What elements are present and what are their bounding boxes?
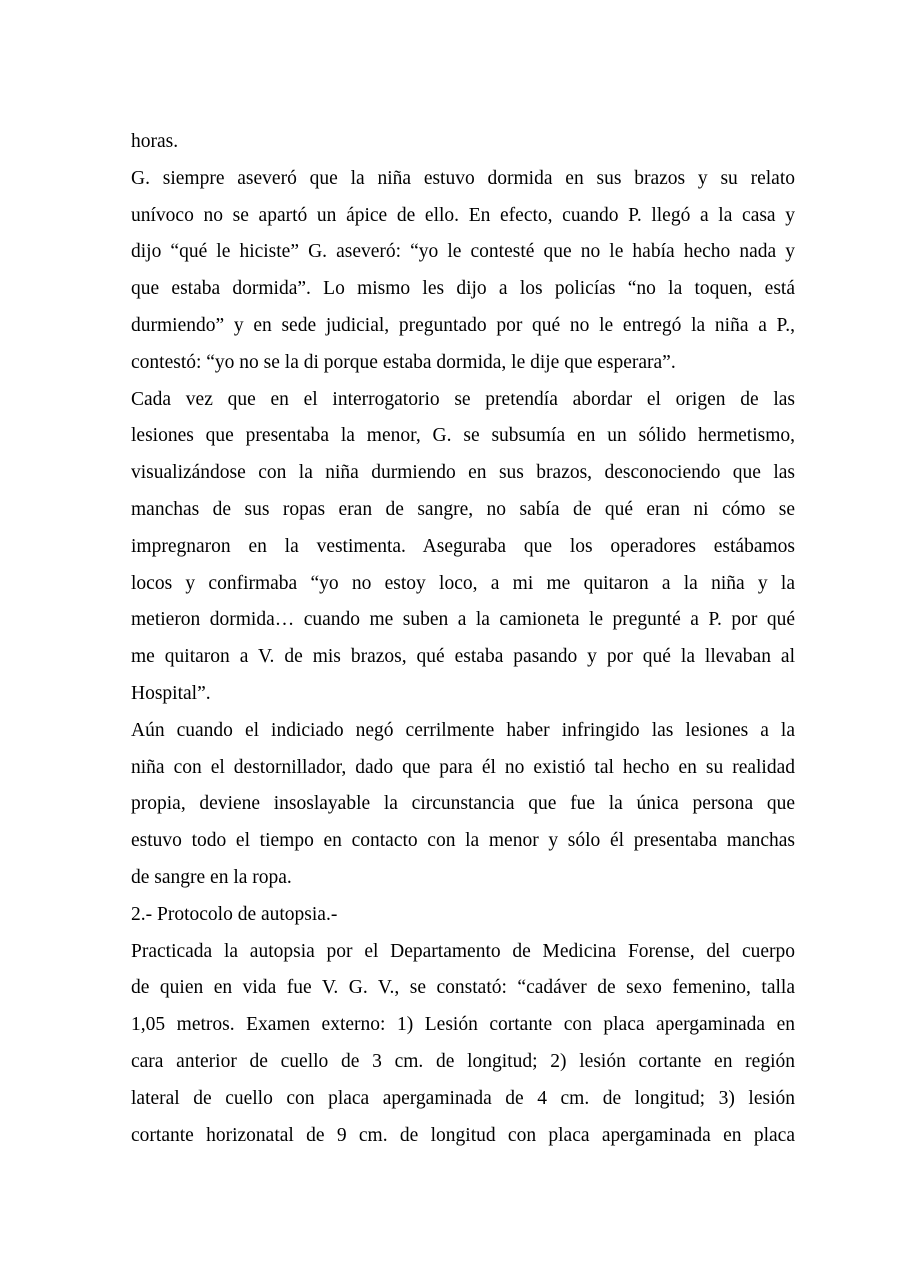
- text-line: unívoco no se apartó un ápice de ello. En efecto, cuando P. llegó a la casa y: [131, 204, 795, 226]
- text-line: durmiendo” y en sede judicial, preguntado por qué no le entregó la niña a P.,: [131, 314, 795, 336]
- text-line: 2.- Protocolo de autopsia.-: [131, 903, 338, 925]
- text-line: estuvo todo el tiempo en contacto con la menor y sólo él presentaba manchas: [131, 830, 795, 852]
- text-line: visualizándose con la niña durmiendo en sus brazos, desconociendo que las: [131, 462, 795, 484]
- document-body: [131, 124, 795, 1154]
- text-line: de quien en vida fue V. G. V., se constató: “cadáver de sexo femenino, talla: [131, 977, 795, 999]
- text-line: propia, deviene insoslayable la circunstancia que fue la única persona que: [131, 793, 795, 815]
- text-line: dijo “qué le hiciste” G. aseveró: “yo le contesté que no le había hecho nada y: [131, 241, 795, 263]
- text-line: Aún cuando el indiciado negó cerrilmente haber infringido las lesiones a la: [131, 719, 795, 741]
- text-line: niña con el destornillador, dado que para él no existió tal hecho en su realidad: [131, 756, 795, 778]
- text-line: Hospital”.: [131, 682, 211, 704]
- text-line: cara anterior de cuello de 3 cm. de longitud; 2) lesión cortante en región: [131, 1050, 795, 1072]
- paragraph: [131, 713, 795, 897]
- text-line: Cada vez que en el interrogatorio se pretendía abordar el origen de las: [131, 388, 795, 410]
- paragraph: [131, 161, 795, 382]
- text-line: manchas de sus ropas eran de sangre, no sabía de qué eran ni cómo se: [131, 498, 795, 520]
- text-line: horas.: [131, 131, 179, 152]
- text-line: me quitaron a V. de mis brazos, qué estaba pasando y por qué la llevaban al: [131, 646, 795, 668]
- text-line: cortante horizonatal de 9 cm. de longitud con placa apergaminada en placa: [131, 1124, 795, 1146]
- text-line: G. siempre aseveró que la niña estuvo dormida en sus brazos y su relato: [131, 167, 795, 189]
- text-line: de sangre en la ropa.: [131, 866, 292, 888]
- text-line: metieron dormida… cuando me suben a la camioneta le pregunté a P. por qué: [131, 609, 795, 631]
- paragraph: [131, 897, 795, 934]
- text-line: Practicada la autopsia por el Departamento de Medicina Forense, del cuerpo: [131, 940, 795, 962]
- text-line: locos y confirmaba “yo no estoy loco, a mi me quitaron a la niña y la: [131, 572, 795, 594]
- text-line: 1,05 metros. Examen externo: 1) Lesión cortante con placa apergaminada en: [131, 1014, 795, 1036]
- paragraph: [131, 124, 795, 161]
- text-line: lesiones que presentaba la menor, G. se subsumía en un sólido hermetismo,: [131, 425, 795, 447]
- paragraph: [131, 382, 795, 713]
- text-line: contestó: “yo no se la di porque estaba dormida, le dije que esperara”.: [131, 351, 676, 373]
- text-line: que estaba dormida”. Lo mismo les dijo a los policías “no la toquen, está: [131, 278, 795, 300]
- paragraph: [131, 934, 795, 1155]
- text-line: lateral de cuello con placa apergaminada de 4 cm. de longitud; 3) lesión: [131, 1087, 795, 1109]
- text-line: impregnaron en la vestimenta. Aseguraba que los operadores estábamos: [131, 535, 795, 557]
